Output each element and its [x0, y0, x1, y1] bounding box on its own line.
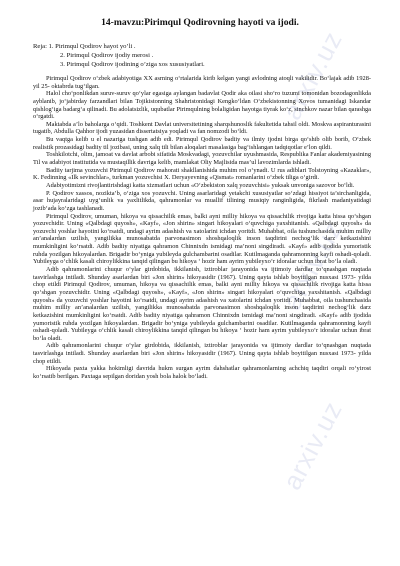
watermark: arxiv.uz	[276, 215, 349, 315]
plan-item: 2. Pirimqul Qodirov ijodiy merosi .	[60, 52, 154, 59]
paragraph: Adabiyotimizni rivojlantirishdagi katta xizmatlari uchun «O‘zbekiston xalq yozuvchisi» yuksak unvoniga sazovor bo‘ldi.	[46, 181, 355, 189]
paragraph: Hikoyada paxta yakka hokimligi davrida hukm surgan ayrim dahshatlar qahramonlarning achchiq taqdiri orqali ro‘yirost ko‘rsatib berilgan. Paxtaga sepilgan doridan yosh bola halok bo‘ladi.	[33, 365, 371, 380]
document-title: 14-mavzu:Pirimqul Qodirovning hayoti va ijodi.	[101, 17, 299, 28]
paragraph: Adib qahramonlarini chuqur o‘ylar girdobida, ikkilanish, iztiroblar jarayonida va ijtimoiy dardlar to‘qnashgan nuqtada tasvirlashga intiladi. Shunday asarlardan biri «Jon shirin» hikoyasidir (1967). Uning qayta ishlab boyitilgan nusxasi 1973- yilda chop etildi Pirimqul Qodirov, umuman, hikoya va qissachilik emas, balki ayni milliy hikoya va qissachilik rivojiga katta hissa qo‘shgan yozuvchidir. Uning «Qalbdagi quyosh», «Kayf», «Jon shirin» singari hikoyalari o‘quvchiga yaxshitanish. «Qalbdagi quyosh» da yozuvchi yoshlar hayotini ko‘rsatdi, undagi ayrim adashish va xatolarini ichdan yoritdi. Muhabbat, oila tushunchasida muhim milliy an’analardan uzilish, yangilikka munosabatda parvonasimon shoshqaloqlik inson taqdirini nechog‘lik darz ketkazishini mumkinligini ko‘rsatdi. Adib badiiy niyatiga qahramon Chinnixdn ismidagi ma’noni singdiradi. «Kayf» adib ijodida yumoristik ruhda yozilgan hikoyalardan. Brigadir bo‘yniga yubileyda gulchambarini osadilar. Kutilmaganda qahramonning kayfi oshadi-qoladi. Yubileyga o‘chlik kasali chiroylikkina tanqid qilingan bu hikoya ‘ hozir ham ayrim yubileyxo‘r idoralar uchun ibrat bo‘la oladi.	[33, 266, 371, 342]
paragraph: Badiiy tarjima yozuvchi Pirimqul Qodirov mahorati shakllanishida muhim rol o‘ynadi. U rus adiblari Tolstoyning «Kazaklar», K. Fedinning «Ilk sevinchlar», turkman yozuvchisi X. Deryayevning «Qismat» romanlarini o‘zbek tiliga o‘girdi.	[33, 166, 371, 182]
paragraph: Maktabda a’lo baholarga o‘qidi. Toshkent Davlat universitetining sharqshunoslik fakultetida tahsil oldi. Moskva aspiranturasini tugatib, Abdulla Qahhor ijodi yuzasidan dissertatsiya yoqladi va fan nomzodi bo‘ldi.	[33, 120, 371, 136]
plan-item: 1. Pirimqul Qodirov hayot yo’li .	[48, 43, 136, 50]
watermark: arxiv.uz	[276, 395, 349, 495]
paragraph: Adib qahramonlarini chuqur o‘ylar girdobida, ikkilanish, iztiroblar jarayonida va ijtimoiy dardlar to‘qnashgan nuqtada tasvirlashga intiladi. Shunday asarlardan biri «Jon shirin» hikoyasidir (1967). Uning qayta ishlab boyitilgan nusxasi 1973- yilda chop etildi.	[33, 342, 371, 365]
paragraph: Toshkilotchi, olim, jamoat va davlat arbobi sifatida Moskvadagi, yozuvchilar uyushmasida, Respublika Fanlar akademiyasining Til va adabiyot institutida va mustaqillik davriga kelib, mamlakat Oliy Majlisida mas’ul lavozimlarda ishladi.	[33, 151, 371, 167]
paragraph: Halol cho‘ponlikdan suruv-suruv qo‘ylar egasiga aylangan badavlat Qodir aka oilasi sho‘ro tuzumi tomonidan bozodagonlikda ayblanib, jo‘jabirday farzandlari bilan Tojikistonning Shahristonidagi Kengko‘ldan O‘zbekistonning Xovos tumanidagi Iskandar qishlog‘iga badarg‘a qilinadi. Bu adolatsizlik, uqubatlar Pirimqulning bolaligidan hayotga tiyrak ko‘z, sinchkov nazar bilan qarashga o‘rgatdi.	[33, 90, 371, 121]
paragraph: Pirimqul Qodirov, umuman, hikoya va qissachilik emas, balki ayni milliy hikoya va qissachilik rivojiga katta hissa qo‘shgan yozuvchidir. Uning «Qalbdagi quyosh», «Kayf», «Jon shirin» singari hikoyalari o‘quvchiga yaxshitanish. «Qalbdagi quyosh» da yozuvchi yoshlar hayotini ko‘rsatdi, undagi ayrim adashish va xatolarini ichdan yoritdi. Muhabbat, oila tushunchasida muhim milliy an’analardan uzilish, yangilikka munosabatda parvonasimon shoshqaloqlik inson taqdirini nechog‘lik darz ketkazishini mumkinligini ko‘rsatdi. Adib badiiy niyatiga qahramon Chinnixdn ismidagi ma’noni singdiradi. «Kayf» adib ijodida yumoristik ruhda yozilgan hikoyalardan. Brigadir bo‘yniga yubileyda gulchambarini osadilar. Kutilmaganda qahramonning kayfi oshadi-qoladi. Yubileyga o‘chlik kasali chiroylikkina tanqid qilingan bu hikoya ‘ hozir ham ayrim yubileyxo‘r idoralar uchun ibrat bo‘la oladi.	[33, 212, 371, 266]
plan-item: 3. Pirimqul Qodirov ijodining o’ziga xos xususiyatlari.	[60, 61, 205, 68]
document-body	[33, 75, 371, 381]
plan-row-1	[33, 42, 205, 51]
watermark: arxiv.uz	[276, 25, 349, 125]
paragraph: Pirimqul Qodirov o‘zbek adabiyotiga XX asrning o‘rtalarida kirib kelgan yangi avlodning atoqli vakilidir. Bo‘lajak adib 1928- yil 25- oktabrda tug‘ilgan.	[33, 75, 371, 90]
plan-list	[33, 42, 205, 69]
plan-label: Reja:	[33, 43, 47, 50]
paragraph: P. Qodirov xassos, nozikta’b, o‘ziga xos yozuvchi. Uning asarlaridagi yetakchi xususiyatlar so‘zdagi hissiyot ta’sirchanligida, asar hujayralaridagi uyg‘unlik va yaxlitlikda, qahramonlar va muallif tilining musiqiy ranginligida, fikrlash madaniyatidagi jozib‘ada ko‘zga tashlanadi.	[33, 189, 371, 212]
paragraph: Bu vaqtga kelib u el nazariga tushgan adib edi. Pirimqul Qodirov badiiy va ilmiy ijodni birga qo‘shib olib borib, O‘zbek realistik prozasidagi badiiy til jozibasi, uning xalq tili bilan aloqalari masalasiga bag‘ishlangan tadqiqotlar e’lon qildi.	[33, 136, 371, 151]
